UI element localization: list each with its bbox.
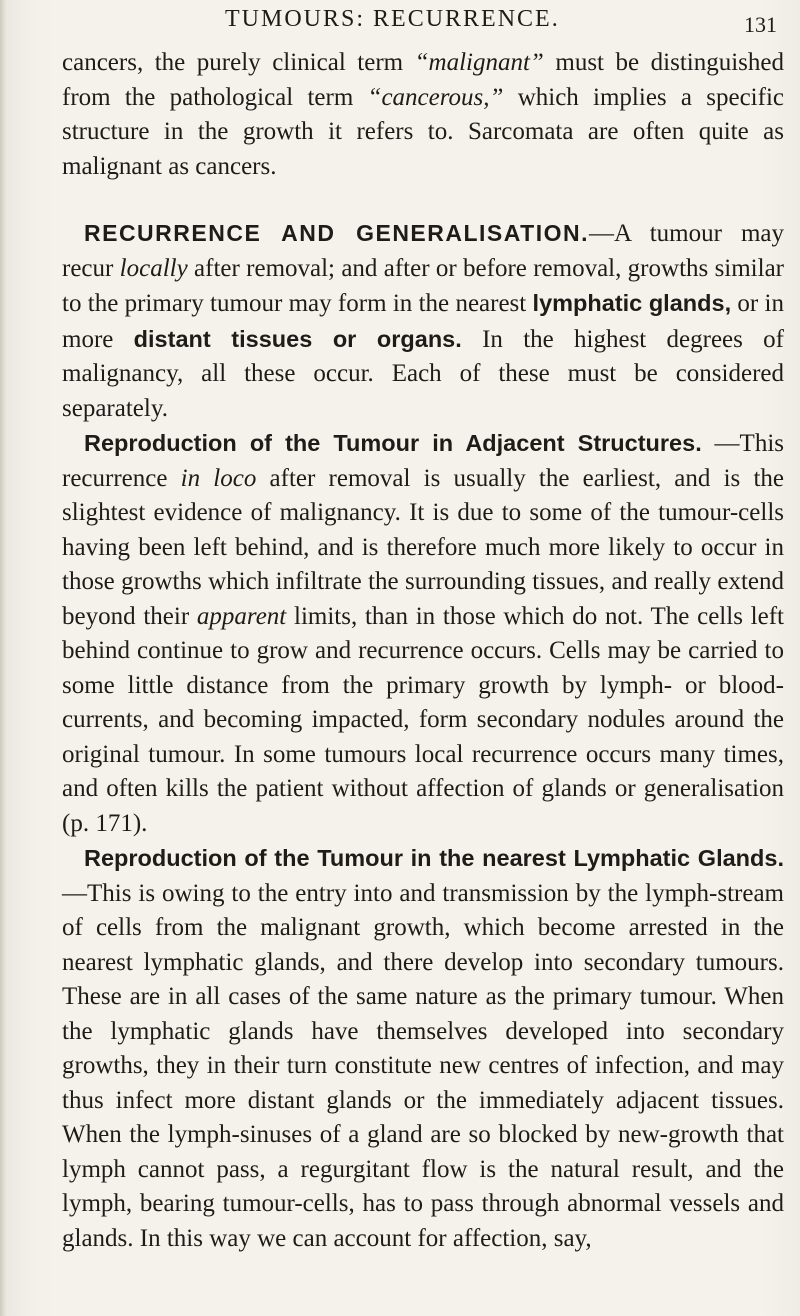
italic-term-in-loco: in loco (180, 464, 257, 492)
text-run: limits, than in those which do not. The cells left behind continue to grow and recurrence occurs. Cells may be carried to some little distance from the primary growth by lymph- or blood-currents, and becoming impacted, form secondary nodules around the original tumour. In some tumours local recurrence occurs many times, and often kills the patient without affection of glands or generalisation (p. 171). (62, 602, 784, 837)
italic-term-cancerous: “cancerous,” (367, 83, 504, 111)
bold-term-distant-tissues: distant tissues or organs. (133, 325, 462, 352)
italic-term-apparent: apparent (196, 602, 287, 630)
text-run: —A tumour may recur (62, 220, 784, 282)
text-run: must be distinguished from the pathological term (62, 49, 784, 111)
subsection-heading-adjacent: Reproduction of the Tumour in Adjacent Structures. (84, 430, 702, 456)
italic-term-malignant: “malignant” (414, 49, 544, 76)
paragraph-continuation (62, 46, 784, 184)
section-heading-recurrence: RECURRENCE AND GENERALISATION. (84, 220, 590, 246)
paragraph-lymphatic-glands (62, 841, 784, 1256)
running-head: TUMOURS: RECURRENCE. (225, 6, 560, 32)
text-run: In the highest degrees of malignancy, all these occur. Each of these must be considered separately. (62, 325, 784, 422)
text-run: —This is owing to the entry into and transmission by the lymph-stream of cells from the malignant growth, which become arrested in the nearest lymphatic glands, and there develop into secondary tumours. These are in all cases of the same nature as the primary tumour. When the lymphatic glands have themselves developed into secondary growths, they in their turn constitute new centres of infection, and may thus infect more distant glands or the immediately adjacent tissues. When the lymph-sinuses of a gland are so blocked by new-growth that lymph cannot pass, a regurgitant flow is the natural result, and the lymph, bearing tumour-cells, has to pass through abnormal vessels and glands. In this way we can account for affection, say, (62, 879, 784, 1252)
page-header (0, 4, 800, 44)
page-number: 131 (744, 12, 777, 37)
text-run: after removal is usually the earliest, and is the slightest evidence of malignancy. It is due to some of the tumour-cells having been left behind, and is therefore much more likely to occur in those growths which infiltrate the surrounding tissues, and really extend beyond their (62, 464, 784, 630)
paragraph-adjacent-structures (62, 426, 784, 841)
page-gutter-shadow (0, 0, 6, 1316)
bold-term-lymphatic-glands: lymphatic glands, (532, 290, 732, 316)
text-run: which implies a specific structure in the growth it refers to. Sarcomata are often quite as malignant as cancers. (62, 83, 784, 180)
subsection-heading-lymphatic: Reproduction of the Tumour in the nearest Lymphatic Glands. (84, 845, 784, 871)
body-text (62, 46, 784, 1256)
text-run: or in more (62, 290, 784, 353)
paragraph-recurrence (62, 216, 784, 426)
text-run: —This recurrence (62, 430, 784, 492)
italic-term-locally: locally (119, 254, 188, 282)
text-run: cancers, the purely clinical term (62, 49, 415, 76)
text-run: after removal; and after or before removal, growths similar to the primary tumour may form in the nearest (62, 254, 784, 317)
